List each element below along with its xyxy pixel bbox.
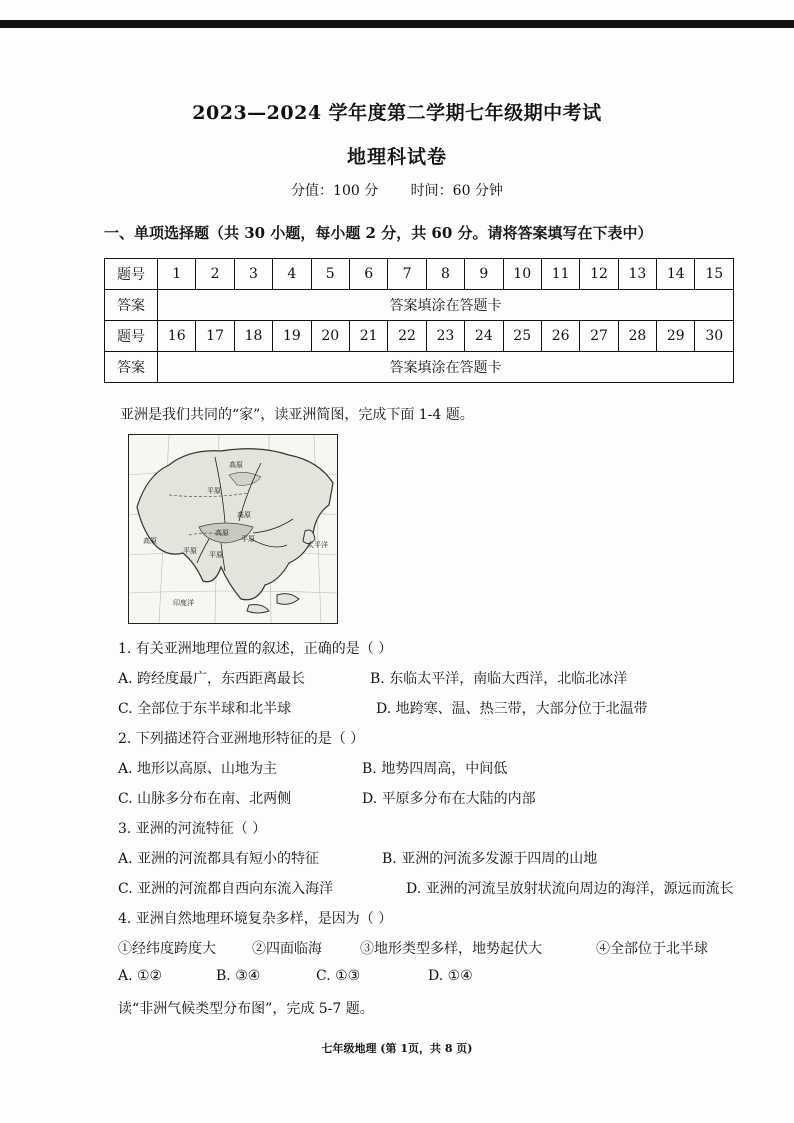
question-label: 题号	[105, 321, 158, 352]
map-label: 平原	[209, 551, 223, 559]
question-number: 6	[349, 259, 387, 290]
question-1-stem: 1. 有关亚洲地理位置的叙述，正确的是（ ）	[118, 641, 393, 657]
question-number: 11	[541, 259, 579, 290]
option-a[interactable]: A. 亚洲的河流都具有短小的特征	[118, 851, 320, 867]
question-number: 23	[426, 321, 464, 352]
option-a[interactable]: A. ①②	[118, 968, 163, 984]
answer-cell[interactable]: 答案填涂在答题卡	[158, 290, 734, 321]
option-b[interactable]: B. ③④	[216, 968, 261, 984]
top-border-bar	[0, 20, 794, 28]
question-number: 25	[503, 321, 541, 352]
question-label: 题号	[105, 259, 158, 290]
option-b[interactable]: B. 东临太平洋，南临大西洋，北临北冰洋	[370, 671, 628, 687]
question-3-options	[118, 878, 734, 898]
question-number: 21	[349, 321, 387, 352]
question-number: 27	[580, 321, 618, 352]
answer-cell[interactable]: 答案填涂在答题卡	[158, 352, 734, 383]
option-d[interactable]: D. ①④	[428, 968, 473, 984]
question-number: 15	[695, 259, 734, 290]
statement-3: ③地形类型多样，地势起伏大	[360, 941, 542, 957]
map-label: 平原	[183, 547, 197, 555]
map-label: 高原	[143, 537, 157, 545]
page-footer: 七年级地理 (第 1页，共 8 页)	[321, 1042, 473, 1055]
question-number: 30	[695, 321, 734, 352]
map-intro-text: 亚洲是我们共同的“家”，读亚洲简图，完成下面 1-4 题。	[120, 407, 474, 423]
asia-map-drawing	[129, 435, 337, 623]
question-number: 20	[311, 321, 349, 352]
map-label: 印度洋	[173, 599, 194, 607]
statement-2: ②四面临海	[252, 941, 322, 957]
question-4-stem: 4. 亚洲自然地理环境复杂多样，是因为（ ）	[118, 911, 393, 927]
answer-label: 答案	[105, 352, 158, 383]
option-d[interactable]: D. 亚洲的河流呈放射状流向周边的海洋，源远而流长	[406, 881, 734, 897]
question-number: 2	[196, 259, 234, 290]
table-row	[105, 290, 734, 321]
option-a[interactable]: A. 跨经度最广，东西距离最长	[118, 671, 306, 687]
question-4-statements	[118, 938, 708, 958]
question-number: 26	[541, 321, 579, 352]
option-c[interactable]: C. ①③	[316, 968, 361, 984]
question-1-options	[118, 668, 628, 688]
table-row	[105, 321, 734, 352]
question-number: 14	[657, 259, 695, 290]
question-number: 18	[234, 321, 272, 352]
option-b[interactable]: B. 亚洲的河流多发源于四周的山地	[382, 851, 598, 867]
question-3-options	[118, 848, 598, 868]
map-label: 平原	[207, 487, 221, 495]
question-number: 29	[657, 321, 695, 352]
exam-meta	[0, 180, 794, 200]
question-number: 16	[158, 321, 196, 352]
question-3-stem: 3. 亚洲的河流特征（ ）	[118, 821, 267, 837]
table-row	[105, 352, 734, 383]
question-2-stem: 2. 下列描述符合亚洲地形特征的是（ ）	[118, 731, 365, 747]
section-heading: 一、单项选择题（共 30 小题，每小题 2 分，共 60 分。请将答案填写在下表中）	[104, 224, 653, 242]
option-d[interactable]: D. 地跨寒、温、热三带，大部分位于北温带	[376, 701, 648, 717]
question-number: 13	[618, 259, 656, 290]
question-number: 12	[580, 259, 618, 290]
map-label: 高原	[237, 511, 251, 519]
question-number: 17	[196, 321, 234, 352]
question-number: 4	[273, 259, 311, 290]
question-4-options	[118, 968, 473, 984]
question-2-options	[118, 758, 508, 778]
question-number: 10	[503, 259, 541, 290]
question-number: 8	[426, 259, 464, 290]
question-number: 7	[388, 259, 426, 290]
answer-label: 答案	[105, 290, 158, 321]
option-a[interactable]: A. 地形以高原、山地为主	[118, 761, 278, 777]
option-c[interactable]: C. 山脉多分布在南、北两侧	[118, 791, 292, 807]
option-d[interactable]: D. 平原多分布在大陆的内部	[362, 791, 536, 807]
question-1-options	[118, 698, 648, 718]
question-number: 19	[273, 321, 311, 352]
map-label: 太平洋	[307, 541, 328, 549]
map-label: 高原	[215, 529, 229, 537]
statement-4: ④全部位于北半球	[596, 941, 708, 957]
next-section-intro: 读“非洲气候类型分布图”，完成 5-7 题。	[118, 1001, 374, 1017]
question-number: 1	[158, 259, 196, 290]
statement-1: ①经纬度跨度大	[118, 941, 216, 957]
option-c[interactable]: C. 亚洲的河流都自西向东流入海洋	[118, 881, 334, 897]
question-number: 5	[311, 259, 349, 290]
asia-map	[128, 434, 338, 624]
question-number: 22	[388, 321, 426, 352]
option-b[interactable]: B. 地势四周高，中间低	[362, 761, 508, 777]
question-2-options	[118, 788, 536, 808]
score-info: 分值：100 分	[291, 183, 379, 199]
map-label: 高原	[229, 461, 243, 469]
map-label: 平原	[241, 535, 255, 543]
exam-title: 2023—2024 学年度第二学期七年级期中考试	[192, 102, 602, 124]
answer-table	[104, 258, 734, 383]
question-number: 28	[618, 321, 656, 352]
option-c[interactable]: C. 全部位于东半球和北半球	[118, 701, 292, 717]
question-number: 24	[465, 321, 503, 352]
question-number: 3	[234, 259, 272, 290]
table-row	[105, 259, 734, 290]
exam-subtitle: 地理科试卷	[346, 146, 447, 168]
time-info: 时间：60 分钟	[410, 183, 503, 199]
question-number: 9	[465, 259, 503, 290]
